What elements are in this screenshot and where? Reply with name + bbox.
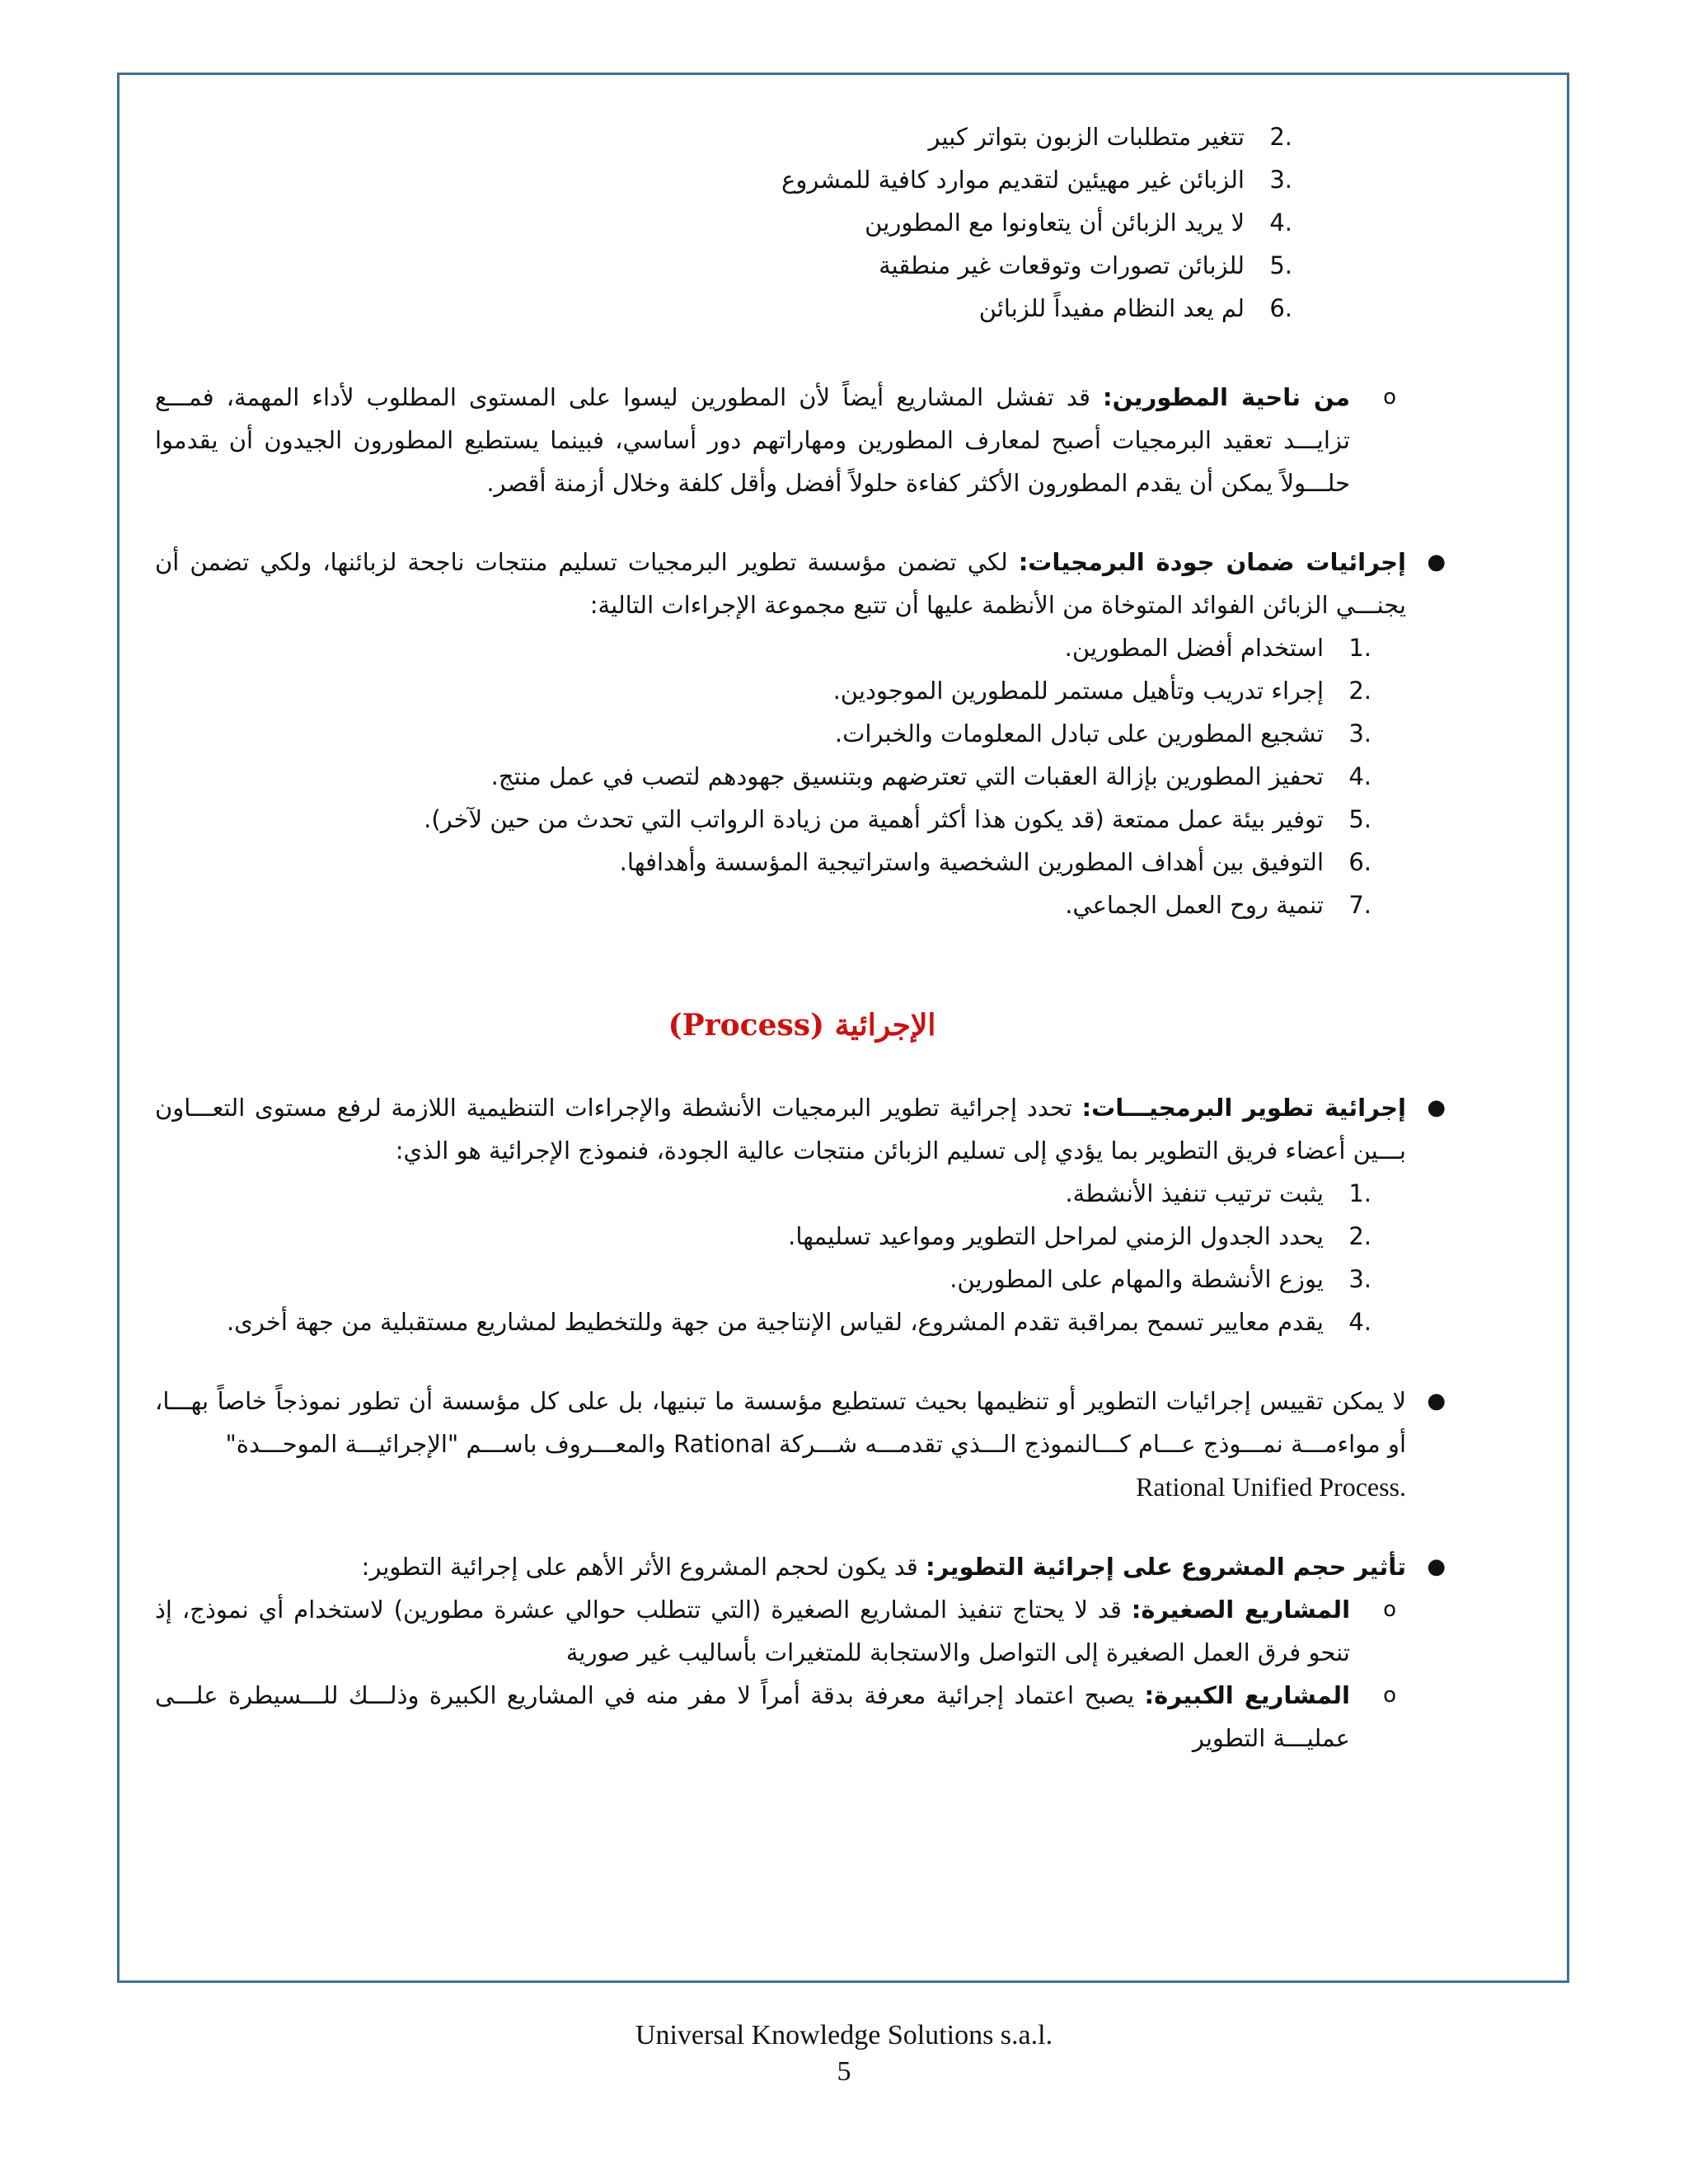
item-text: تشجيع المطورين على تبادل المعلومات والخبرات. (834, 719, 1324, 748)
item-text: للزبائن تصورات وتوقعات غير منطقية (879, 251, 1245, 279)
section-title: الإجرائية (Process) (668, 1008, 936, 1043)
rational-tail: .Rational Unified Process (1136, 1472, 1406, 1502)
process-label: إجرائية تطوير البرمجيـــات: (1081, 1094, 1406, 1122)
size-label: تأثير حجم المشروع على إجرائية التطوير: (926, 1553, 1406, 1581)
item-text: يثبت ترتيب تنفيذ الأنشطة. (1065, 1179, 1324, 1207)
large-projects-paragraph (155, 1674, 1449, 1760)
item-text: لا يريد الزبائن أن يتعاونوا مع المطورين (865, 209, 1245, 237)
item-number: 2. (1269, 123, 1292, 151)
developers-paragraph (155, 376, 1449, 504)
item-number: 3. (1348, 719, 1372, 748)
bullet-icon: ● (1427, 1389, 1446, 1413)
item-text: يحدد الجدول الزمني لمراحل التطوير ومواعيد تسليمها. (788, 1222, 1324, 1250)
item-number: 5. (1269, 251, 1292, 279)
item-number: 1. (1348, 1179, 1372, 1207)
bullet-icon: ● (1427, 1095, 1446, 1120)
size-paragraph (155, 1545, 1449, 1588)
item-number: 6. (1348, 848, 1372, 876)
qa-label: إجرائيات ضمان جودة البرمجيات: (1018, 548, 1406, 576)
item-text: التوفيق بين أهداف المطورين الشخصية واستراتيجية المؤسسة وأهدافها. (619, 848, 1324, 876)
hollow-bullet-icon: o (1383, 1683, 1396, 1708)
customer-problem-item (155, 201, 1292, 244)
small-projects-paragraph (155, 1588, 1449, 1674)
item-text: تتغير متطلبات الزبون بتواتر كبير (928, 123, 1245, 151)
item-text: تنمية روح العمل الجماعي. (1065, 891, 1324, 919)
rational-text: لا يمكن تقييس إجرائيات التطوير أو تنظيمها بحيث تستطيع مؤسسة ما تبنيها، بل على كل مؤسسة أن تطور نموذجاً خاصاً بهـــا، أو مواءمـــة نمـــوذج عـــام كـــالنموذج الـــذي تقدمـــه شـــركة Rational والمعـــروف باســـم "الإجرائيـــة الموحـــدة" (155, 1387, 1406, 1458)
process-step-item (155, 1215, 1372, 1258)
item-text: يوزع الأنشطة والمهام على المطورين. (950, 1265, 1324, 1293)
size-text: قد يكون لحجم المشروع الأثر الأهم على إجرائية التطوير: (361, 1553, 926, 1581)
customer-problem-item (155, 115, 1292, 158)
item-number: 2. (1348, 1222, 1372, 1250)
qa-procedure-item (155, 755, 1372, 798)
process-model-list (155, 1172, 1372, 1343)
qa-procedure-item (155, 883, 1372, 926)
customer-problems-list (155, 115, 1292, 330)
developers-text: قد تفشل المشاريع أيضاً لأن المطورين ليسوا على المستوى المطلوب لأداء المهمة، فمـــع تزايـــد تعقيد البرمجيات أصبح لمعارف المطورين ومهاراتهم دور أساسي، فبينما يستطيع المطورون الجيدون أن يقدموا حلـــولاً يمكن أن يقدم المطورون الأكثر كفاءة حلولاً أفضل وأقل كلفة وخلال أزمنة أقصر. (155, 383, 1350, 497)
hollow-bullet-icon: o (1383, 1597, 1396, 1622)
qa-procedure-item (155, 712, 1372, 755)
item-number: 7. (1348, 891, 1372, 919)
process-text: تحدد إجرائية تطوير البرمجيات الأنشطة والإجراءات التنظيمية اللازمة لرفع مستوى التعـــاون بـــين أعضاء فريق التطوير بما يؤدي إلى تسليم الزبائن منتجات عالية الجودة، فنموذج الإجرائية هو الذي: (155, 1094, 1406, 1165)
large-projects-label: المشاريع الكبيرة: (1144, 1681, 1350, 1709)
qa-procedure-item (155, 798, 1372, 841)
rational-paragraph (155, 1380, 1449, 1509)
item-text: إجراء تدريب وتأهيل مستمر للمطورين الموجودين. (832, 677, 1324, 705)
small-projects-text: قد لا يحتاج تنفيذ المشاريع الصغيرة (التي تتطلب حوالي عشرة مطورين) لاستخدام أي نموذج، إذ تنحو فرق العمل الصغيرة إلى التواصل والاستجابة للمتغيرات بأساليب غير صورية (155, 1596, 1350, 1666)
page-number: 5 (837, 2056, 851, 2087)
hollow-bullet-icon: o (1383, 385, 1396, 410)
item-text: يقدم معايير تسمح بمراقبة تقدم المشروع، لقياس الإنتاجية من جهة وللتخطيط لمشاريع مستقبلية من جهة أخرى. (226, 1308, 1324, 1336)
small-projects-label: المشاريع الصغيرة: (1131, 1596, 1351, 1624)
item-number: 5. (1348, 805, 1372, 833)
process-step-item (155, 1258, 1372, 1301)
developers-label: من ناحية المطورين: (1102, 383, 1350, 411)
customer-problem-item (155, 244, 1292, 287)
process-paragraph (155, 1086, 1449, 1172)
qa-text: لكي تضمن مؤسسة تطوير البرمجيات تسليم منتجات ناجحة لزبائنها، ولكي تضمن أن يجنـــي الزبائن الفوائد المتوخاة من الأنظمة عليها أن تتبع مجموعة الإجراءات التالية: (155, 548, 1406, 619)
item-number: 4. (1348, 1308, 1372, 1336)
qa-procedure-item (155, 841, 1372, 883)
item-text: توفير بيئة عمل ممتعة (قد يكون هذا أكثر أهمية من زيادة الرواتب التي تحدث من حين لآخر). (424, 805, 1324, 833)
item-number: 3. (1348, 1265, 1372, 1293)
qa-paragraph (155, 541, 1449, 626)
bullet-icon: ● (1427, 1554, 1446, 1579)
item-number: 1. (1348, 634, 1372, 662)
bullet-icon: ● (1427, 550, 1446, 574)
item-text: لم يعد النظام مفيداً للزبائن (978, 294, 1245, 322)
item-number: 6. (1269, 294, 1292, 322)
item-number: 4. (1348, 762, 1372, 790)
qa-procedures-list (155, 626, 1372, 926)
customer-problem-item (155, 158, 1292, 201)
page-content (155, 115, 1449, 1760)
large-projects-text: يصبح اعتماد إجرائية معرفة بدقة أمراً لا مفر منه في المشاريع الكبيرة وذلـــك للـــسيطرة علـــى عمليـــة التطوير (155, 1681, 1350, 1752)
customer-problem-item (155, 287, 1292, 330)
footer-company: Universal Knowledge Solutions s.a.l. (635, 2020, 1053, 2050)
item-text: الزبائن غير مهيئين لتقديم موارد كافية للمشروع (781, 166, 1245, 194)
qa-procedure-item (155, 626, 1372, 669)
item-number: 3. (1269, 166, 1292, 194)
item-text: تحفيز المطورين بإزالة العقبات التي تعترضهم وبتنسيق جهودهم لتصب في عمل منتج. (490, 762, 1324, 790)
qa-procedure-item (155, 669, 1372, 712)
item-number: 4. (1269, 209, 1292, 237)
item-number: 2. (1348, 677, 1372, 705)
process-step-item (155, 1172, 1372, 1215)
process-step-item (155, 1301, 1372, 1343)
item-text: استخدام أفضل المطورين. (1064, 634, 1324, 662)
